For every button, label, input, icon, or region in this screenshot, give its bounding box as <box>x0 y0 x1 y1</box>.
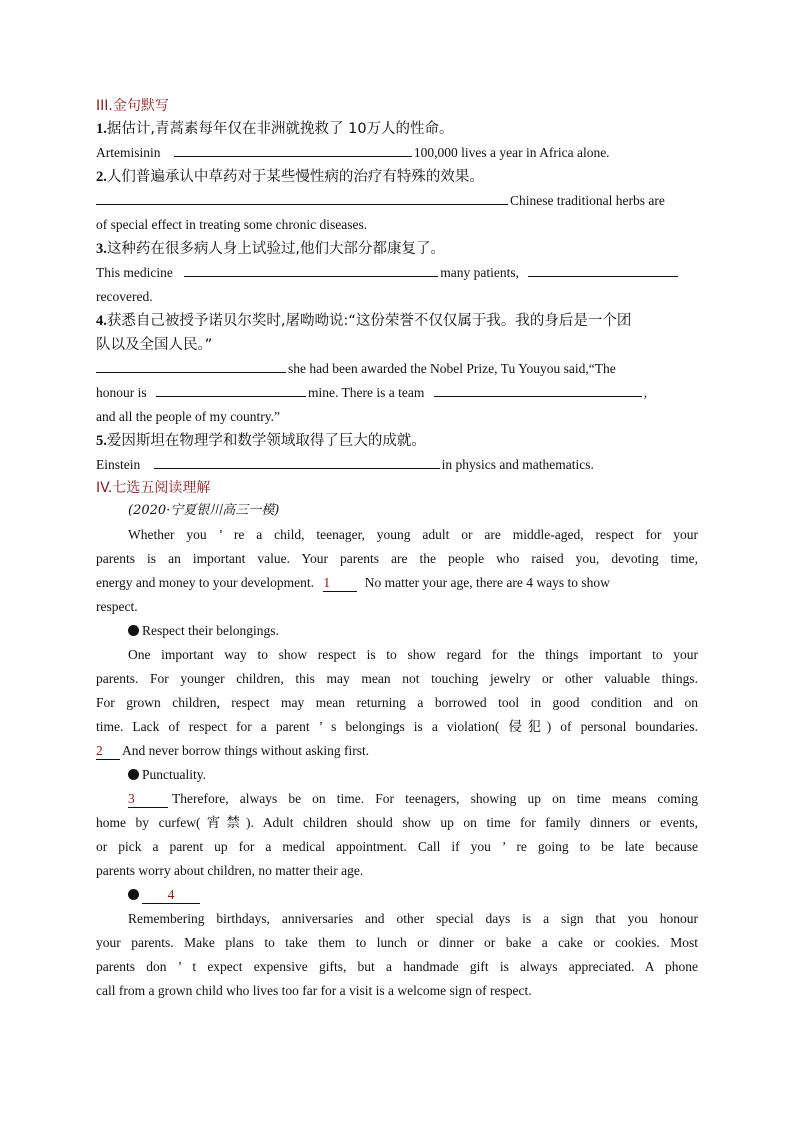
worksheet-page <box>96 95 698 1003</box>
q4-en-a: she had been awarded the Nobel Prize, Tu Youyou said,“The <box>288 361 616 376</box>
reading-p2-line-4: time. Lack of respect for a parent ’ s belongings is a violation( 侵犯) of personal boundaries. <box>96 719 698 734</box>
q2-cn-text: 人们普遍承认中草药对于某些慢性病的治疗有特殊的效果。 <box>106 169 484 185</box>
q4-chinese-sentence-1 <box>96 309 698 333</box>
q4-en-b2: mine. There is a team <box>308 385 425 400</box>
reading-p1-line-3b: No matter your age, there are 4 ways to show <box>364 575 610 590</box>
q4-answer-blank-1[interactable] <box>96 357 286 373</box>
q4-cn-text-1: 获悉自己被授予诺贝尔奖时,屠呦呦说:“这份荣誉不仅仅属于我。我的身后是一个团 <box>106 313 632 329</box>
q2-chinese-sentence <box>96 165 698 189</box>
q4-answer-blank-3[interactable] <box>434 381 642 397</box>
q1-chinese-sentence <box>96 117 698 141</box>
reading-p3-line-2: home by curfew(宵禁). Adult children should show up on time for family dinners or events, <box>96 815 698 830</box>
reading-p4-line-3: parents don ’ t expect expensive gifts, but a handmade gift is always appreciated. A phone <box>96 959 698 974</box>
section-iv-title: IV.七选五阅读理解 <box>96 480 211 496</box>
section-iii-title: III.金句默写 <box>96 98 169 114</box>
q5-english-line <box>96 453 698 477</box>
reading-p2-line-5 <box>96 739 698 763</box>
heading-punctuality-text: Punctuality. <box>142 767 206 782</box>
q1-en-start: Artemisinin <box>96 145 161 160</box>
reading-p4-line-2: your parents. Make plans to take them to lunch or dinner or bake a cake or cookies. Most <box>96 935 698 950</box>
bullet-icon <box>128 889 139 900</box>
q3-english-line <box>96 261 698 285</box>
blank-4[interactable]: 4 <box>142 887 200 904</box>
reading-p2-last: And never borrow things without asking first. <box>122 743 370 758</box>
q1-number: 1. <box>96 121 107 137</box>
q2-english-line <box>96 189 698 213</box>
heading-blank-4 <box>96 883 698 907</box>
q5-en-start: Einstein <box>96 457 141 472</box>
blank-1[interactable]: 1 <box>323 575 357 592</box>
q4-en-b1: honour is <box>96 385 147 400</box>
reading-source: (2020·宁夏银川高三一模) <box>128 503 280 518</box>
heading-belongings <box>96 619 698 643</box>
q3-en-mid: many patients, <box>440 265 519 280</box>
q4-english-line-2 <box>96 381 698 405</box>
q2-en-end: Chinese traditional herbs are <box>510 193 665 208</box>
reading-p1-line-4: respect. <box>96 599 138 614</box>
q1-en-end: 100,000 lives a year in Africa alone. <box>413 145 610 160</box>
q5-en-end: in physics and mathematics. <box>441 457 594 472</box>
q3-chinese-sentence <box>96 237 698 261</box>
q5-answer-blank[interactable] <box>154 453 440 469</box>
heading-punctuality <box>96 763 698 787</box>
blank-2[interactable]: 2 <box>96 743 120 760</box>
q1-answer-blank[interactable] <box>174 141 412 157</box>
q5-number: 5. <box>96 433 107 449</box>
reading-p1-line-3 <box>96 571 698 595</box>
q3-cn-text: 这种药在很多病人身上试验过,他们大部分都康复了。 <box>106 241 445 257</box>
q5-cn-text: 爱因斯坦在物理学和数学领域取得了巨大的成就。 <box>106 433 426 449</box>
q1-english-line <box>96 141 698 165</box>
blank-3[interactable]: 3 <box>128 791 168 808</box>
q3-number: 3. <box>96 241 107 257</box>
q4-number: 4. <box>96 313 107 329</box>
reading-p2-line-1: One important way to show respect is to show regard for the things important to your <box>128 647 698 662</box>
q3-en-start: This medicine <box>96 265 173 280</box>
reading-p4-line-1: Remembering birthdays, anniversaries and other special days is a sign that you honour <box>128 911 698 926</box>
reading-p1-line-2: parents is an important value. Your parents are the people who raised you, devoting time, <box>96 551 698 566</box>
q4-english-line-3: and all the people of my country.” <box>96 409 280 424</box>
q2-english-line-2: of special effect in treating some chronic diseases. <box>96 217 368 232</box>
q1-cn-text: 据估计,青蒿素每年仅在非洲就挽救了 10万人的性命。 <box>106 121 454 137</box>
q2-answer-blank[interactable] <box>96 189 508 205</box>
reading-p4-line-4: call from a grown child who lives too far for a visit is a welcome sign of respect. <box>96 983 532 998</box>
heading-belongings-text: Respect their belongings. <box>142 623 279 638</box>
reading-p2-line-3: For grown children, respect may mean returning a borrowed tool in good condition and on <box>96 695 698 710</box>
bullet-icon <box>128 769 139 780</box>
reading-p3-line-1 <box>96 787 698 811</box>
reading-p3-line-1-text: Therefore, always be on time. For teenagers, showing up on time means coming <box>172 791 698 806</box>
q2-number: 2. <box>96 169 107 185</box>
reading-p1-line-1: Whether you ’ re a child, teenager, young adult or are middle-aged, respect for your <box>128 527 698 542</box>
reading-p1-line-3a: energy and money to your development. <box>96 575 314 590</box>
q4-english-line-1 <box>96 357 698 381</box>
q4-answer-blank-2[interactable] <box>156 381 306 397</box>
q3-english-line-2: recovered. <box>96 289 153 304</box>
reading-p2-line-2: parents. For younger children, this may mean not touching jewelry or other valuable things. <box>96 671 698 686</box>
reading-p3-line-4: parents worry about children, no matter their age. <box>96 863 364 878</box>
reading-p3-line-3: or pick a parent up for a medical appointment. Call if you ’ re going to be late because <box>96 839 698 854</box>
q3-answer-blank-1[interactable] <box>184 261 438 277</box>
q4-chinese-sentence-2: 队以及全国人民。” <box>96 337 213 353</box>
q4-en-b3: , <box>643 385 648 400</box>
q3-answer-blank-2[interactable] <box>528 261 678 277</box>
bullet-icon <box>128 625 139 636</box>
q5-chinese-sentence <box>96 429 698 453</box>
